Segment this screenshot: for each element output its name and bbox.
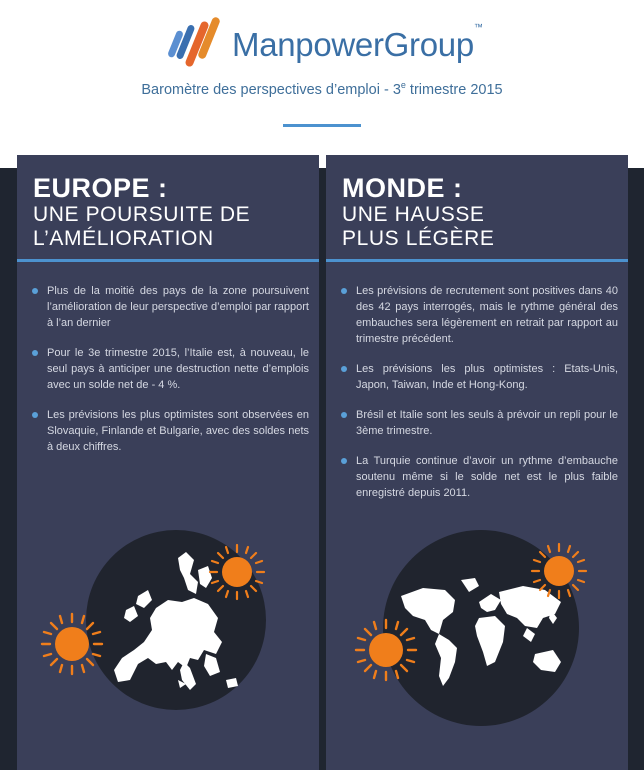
list-item <box>340 453 618 501</box>
subtitle-before: Baromètre des perspectives d’emploi - 3 <box>141 81 401 98</box>
list-item <box>31 283 309 331</box>
bullet-dot-icon <box>341 458 347 464</box>
brand-text: ManpowerGroup <box>232 26 474 63</box>
monde-divider <box>326 259 628 262</box>
bullet-dot-icon <box>341 366 347 372</box>
list-item <box>31 407 309 455</box>
bullet-dot-icon <box>341 412 347 418</box>
list-item <box>340 361 618 393</box>
header <box>0 0 644 170</box>
monde-subtitle-line2: PLUS LÉGÈRE <box>342 227 495 250</box>
bullet-dot-icon <box>341 288 347 294</box>
header-divider <box>283 124 361 127</box>
europe-divider <box>17 259 319 262</box>
europe-heading <box>33 173 250 251</box>
brand-name <box>232 22 483 64</box>
list-item <box>340 407 618 439</box>
bullet-text: Les prévisions les plus optimistes : Etats-Unis, Japon, Taiwan, Inde et Hong-Kong. <box>356 363 618 391</box>
europe-bullet-list <box>31 283 309 469</box>
bullet-text: Pour le 3e trimestre 2015, l’Italie est, à nouveau, le seul pays à anticiper une destruction nette d’emplois avec un solde net de - 4 %. <box>47 347 309 391</box>
sun-icon <box>40 612 104 676</box>
sun-icon <box>208 543 266 601</box>
monde-heading <box>342 173 495 251</box>
monde-bullet-list <box>340 283 618 515</box>
sun-icon <box>354 618 418 682</box>
monde-title: MONDE : <box>342 173 463 203</box>
bullet-text: Plus de la moitié des pays de la zone poursuivent l’amélioration de leur perspective d’emploi par rapport à l’an dernier <box>47 285 309 329</box>
list-item <box>340 283 618 347</box>
sun-icon <box>530 542 588 600</box>
monde-subtitle-line1: UNE HAUSSE <box>342 203 485 226</box>
bullet-text: La Turquie continue d’avoir un rythme d’embauche soutenu même si le solde net est le plus faible enregistré depuis 2011. <box>356 455 618 499</box>
page-subtitle <box>0 80 644 98</box>
bullet-text: Les prévisions de recrutement sont positives dans 40 des 42 pays interrogés, mais le rythme général des embauches sera légèrement en retrait par rapport au trimestre précédent. <box>356 285 618 345</box>
subtitle-after: trimestre 2015 <box>405 81 503 98</box>
europe-subtitle-line2: L’AMÉLIORATION <box>33 227 214 250</box>
europe-title: EUROPE : <box>33 173 168 203</box>
europe-subtitle-line1: UNE POURSUITE DE <box>33 203 251 226</box>
list-item <box>31 345 309 393</box>
trademark: ™ <box>473 22 483 32</box>
bullet-dot-icon <box>32 288 38 294</box>
manpowergroup-logo-icon <box>166 16 226 74</box>
bullet-text: Brésil et Italie sont les seuls à prévoir un repli pour le 3ème trimestre. <box>356 409 618 437</box>
bullet-dot-icon <box>32 412 38 418</box>
bullet-dot-icon <box>32 350 38 356</box>
subtitle-sup: e <box>400 80 406 90</box>
bullet-text: Les prévisions les plus optimistes sont observées en Slovaquie, Finlande et Bulgarie, avec des soldes nets à deux chiffres. <box>47 409 309 453</box>
